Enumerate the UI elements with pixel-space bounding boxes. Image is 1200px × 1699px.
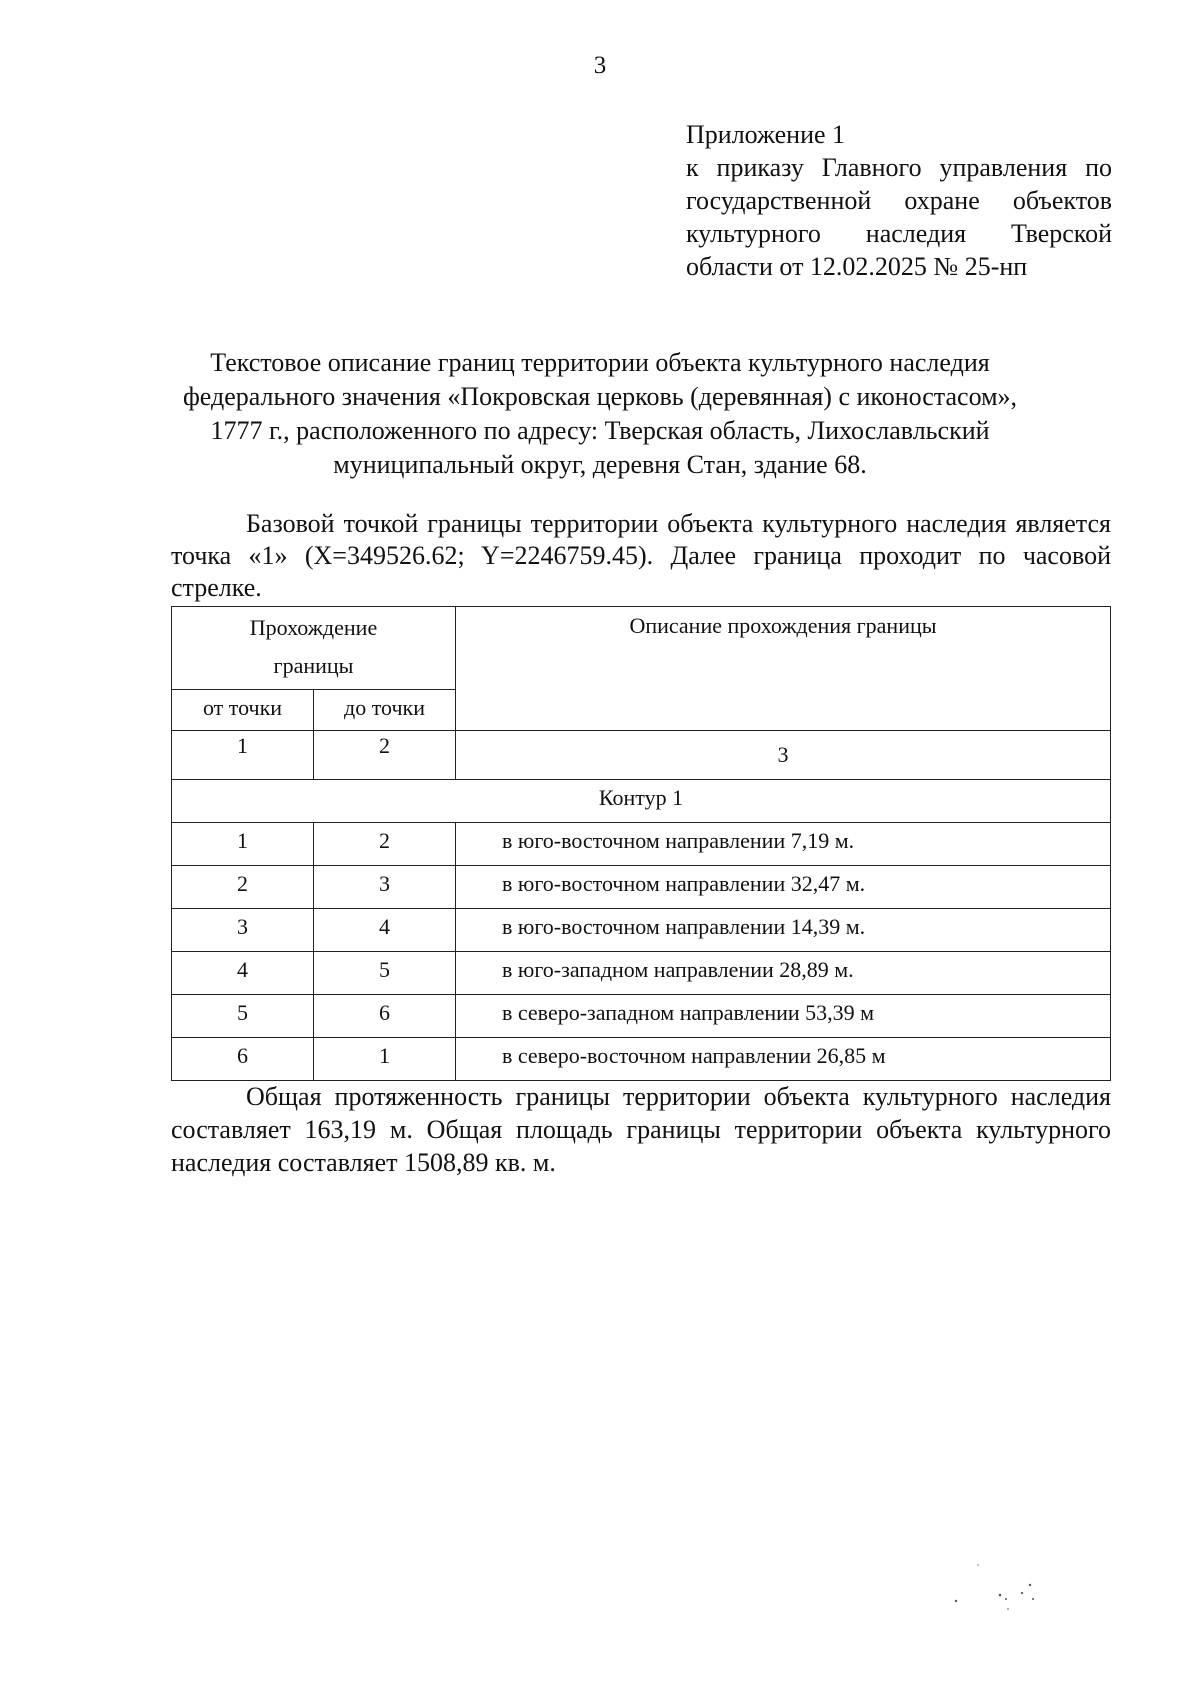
table-row	[172, 1038, 1111, 1081]
header-passage-group	[172, 607, 456, 690]
appendix-line: к приказу Главного управления по	[686, 153, 1112, 182]
from-point-cell: 2	[172, 866, 314, 909]
to-point-cell: 2	[314, 823, 456, 866]
description-cell: в юго-восточном направлении 7,19 м.	[456, 823, 1111, 866]
page-number: 3	[593, 52, 607, 79]
to-point-cell: 3	[314, 866, 456, 909]
contour-label: Контур 1	[172, 780, 1111, 823]
table-row	[172, 823, 1111, 866]
document-title	[140, 346, 1060, 482]
table-row	[172, 866, 1111, 909]
title-line: муниципальный округ, деревня Стан, здание 68.	[333, 450, 867, 479]
header-to-point: до точки	[314, 690, 456, 731]
from-point-cell: 3	[172, 909, 314, 952]
description-cell: в северо-восточном направлении 26,85 м	[456, 1038, 1111, 1081]
header-from-point: от точки	[172, 690, 314, 731]
from-point-cell: 6	[172, 1038, 314, 1081]
to-point-cell: 5	[314, 952, 456, 995]
table-row	[172, 995, 1111, 1038]
to-point-cell: 1	[314, 1038, 456, 1081]
description-cell: в юго-западном направлении 28,89 м.	[456, 952, 1111, 995]
intro-paragraph: Базовой точкой границы территории объекта культурного наследия является точка «1» (X=349526.62; Y=2246759.45). Далее граница проходит по часовой стрелке.	[171, 509, 1111, 602]
title-line: федерального значения «Покровская церковь (деревянная) с иконостасом»,	[182, 382, 1018, 411]
appendix-line: области от 12.02.2025 № 25-нп	[686, 252, 1028, 281]
table-row	[172, 952, 1111, 995]
column-number: 1	[172, 731, 314, 780]
header-passage-line: Прохождение	[249, 615, 378, 640]
header-passage-line: границы	[273, 653, 354, 678]
from-point-cell: 1	[172, 823, 314, 866]
appendix-line: государственной охране объектов	[686, 186, 1112, 215]
column-number: 2	[314, 731, 456, 780]
from-point-cell: 4	[172, 952, 314, 995]
to-point-cell: 4	[314, 909, 456, 952]
header-description: Описание прохождения границы	[456, 607, 1111, 731]
title-line: 1777 г., расположенного по адресу: Тверская область, Лихославльский	[210, 416, 990, 445]
table-row	[172, 909, 1111, 952]
appendix-line: культурного наследия Тверской	[686, 219, 1112, 248]
appendix-title: Приложение 1	[686, 120, 846, 149]
description-cell: в юго-восточном направлении 14,39 м.	[456, 909, 1111, 952]
description-cell: в северо-западном направлении 53,39 м	[456, 995, 1111, 1038]
description-cell: в юго-восточном направлении 32,47 м.	[456, 866, 1111, 909]
summary-paragraph: Общая протяженность границы территории объекта культурного наследия составляет 163,19 м. Общая площадь границы территории объекта культурного наследия составляет 1508,89 кв. м.	[171, 1082, 1111, 1177]
boundary-table	[171, 606, 1111, 1081]
scan-specks	[948, 1555, 1058, 1615]
appendix-block	[686, 118, 1112, 283]
title-line: Текстовое описание границ территории объекта культурного наследия	[210, 348, 990, 377]
from-point-cell: 5	[172, 995, 314, 1038]
column-number: 3	[456, 731, 1111, 780]
to-point-cell: 6	[314, 995, 456, 1038]
